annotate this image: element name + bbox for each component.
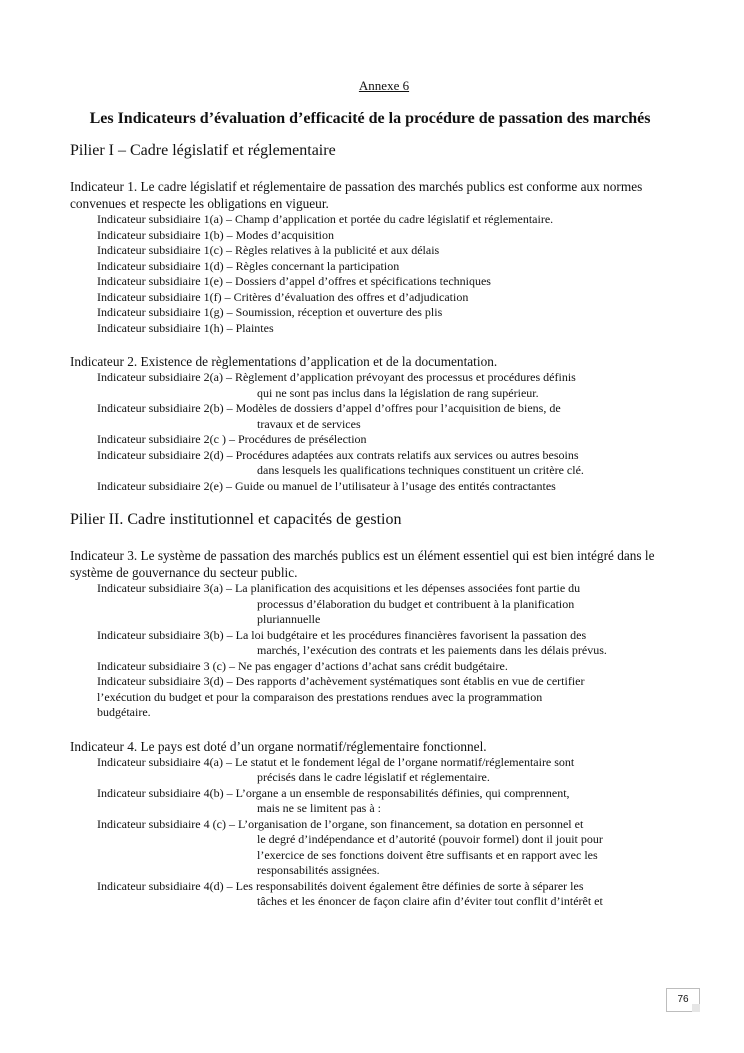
sub-indicator-3d: Indicateur subsidiaire 3(d) – Des rapports d’achèvement systématiques sont établis en vue de certifier: [97, 674, 585, 688]
sub-indicator-1a: Indicateur subsidiaire 1(a) – Champ d’application et portée du cadre législatif et réglementaire.: [97, 212, 554, 226]
sub-indicator-1h: Indicateur subsidiaire 1(h) – Plaintes: [97, 320, 274, 335]
sub-indicator-4c-cont-3: responsabilités assignées.: [257, 863, 380, 877]
sub-indicator-3d-cont-1: l’exécution du budget et pour la comparaison des prestations rendues avec la programmation: [97, 689, 543, 704]
sub-indicator-3c: Indicateur subsidiaire 3 (c) – Ne pas engager d’actions d’achat sans crédit budgétaire.: [97, 658, 508, 673]
sub-indicator-2a: Indicateur subsidiaire 2(a) – Règlement d’application prévoyant des processus et procédures définis: [97, 370, 576, 384]
sub-indicator-4b: Indicateur subsidiaire 4(b) – L’organe a un ensemble de responsabilités définies, qui comprennent,: [97, 785, 570, 800]
sub-indicator-4b-cont: mais ne se limitent pas à :: [257, 801, 381, 815]
indicator-4-subs: [97, 755, 670, 910]
annex-label: Annexe 6: [358, 78, 410, 93]
indicator-3: Indicateur 3. Le système de passation des marchés publics est un élément essentiel qui est bien intégré dans le système de gouvernance du secteur public.: [70, 548, 655, 580]
sub-indicator-4c: Indicateur subsidiaire 4 (c) – L’organisation de l’organe, son financement, sa dotation en personnel et: [97, 816, 584, 831]
sub-indicator-1e: Indicateur subsidiaire 1(e) – Dossiers d’appel d’offres et spécifications techniques: [97, 274, 491, 288]
sub-indicator-3b: Indicateur subsidiaire 3(b) – La loi budgétaire et les procédures financières favorisent la passation des: [97, 627, 587, 642]
page-number: 76: [666, 988, 700, 1012]
sub-indicator-1f: Indicateur subsidiaire 1(f) – Critères d’évaluation des offres et d’adjudication: [97, 289, 469, 304]
sub-indicator-4a-cont: précisés dans le cadre législatif et réglementaire.: [257, 770, 490, 784]
indicator-2-subs: [97, 370, 670, 494]
indicator-4: Indicateur 4. Le pays est doté d’un organe normatif/réglementaire fonctionnel.: [70, 738, 487, 754]
indicator-2: Indicateur 2. Existence de règlementations d’application et de la documentation.: [70, 354, 498, 369]
sub-indicator-4c-cont-2: l’exercice de ses fonctions doivent être suffisants et en rapport avec les: [257, 847, 598, 862]
pillar-2-heading: Pilier II. Cadre institutionnel et capacités de gestion: [70, 511, 402, 528]
sub-indicator-2b: Indicateur subsidiaire 2(b) – Modèles de dossiers d’appel d’offres pour l’acquisition de biens, de: [97, 401, 561, 415]
sub-indicator-2a-cont: qui ne sont pas inclus dans la législation de rang supérieur.: [257, 385, 539, 400]
sub-indicator-1c: Indicateur subsidiaire 1(c) – Règles relatives à la publicité et aux délais: [97, 243, 440, 257]
indicator-1-subs: [97, 212, 670, 336]
sub-indicator-3a: Indicateur subsidiaire 3(a) – La planification des acquisitions et les dépenses associées font partie du: [97, 581, 581, 595]
sub-indicator-2d-cont: dans lesquels les qualifications techniques constituent un critère clé.: [257, 463, 584, 477]
sub-indicator-1b: Indicateur subsidiaire 1(b) – Modes d’acquisition: [97, 227, 334, 242]
sub-indicator-4c-cont-1: le degré d’indépendance et d’autorité (pouvoir formel) dont il jouit pour: [257, 832, 603, 846]
sub-indicator-1d: Indicateur subsidiaire 1(d) – Règles concernant la participation: [97, 258, 400, 273]
sub-indicator-3a-cont-1: processus d’élaboration du budget et contribuent à la planification: [257, 596, 575, 611]
indicator-3-subs: [97, 581, 670, 721]
pillar-1-heading: Pilier I – Cadre législatif et réglementaire: [70, 142, 336, 159]
sub-indicator-2d: Indicateur subsidiaire 2(d) – Procédures adaptées aux contrats relatifs aux services ou autres besoins: [97, 447, 579, 462]
indicator-1: Indicateur 1. Le cadre législatif et réglementaire de passation des marchés publics est conforme aux normes convenues et respecte les obligations en vigueur.: [70, 179, 643, 211]
sub-indicator-3a-cont-2: pluriannuelle: [257, 612, 321, 626]
sub-indicator-2c: Indicateur subsidiaire 2(c ) – Procédures de présélection: [97, 432, 367, 446]
sub-indicator-4d-cont: tâches et les énoncer de façon claire afin d’éviter tout conflit d’intérêt et: [257, 894, 603, 908]
sub-indicator-3d-cont-2: budgétaire.: [97, 705, 151, 719]
sub-indicator-2b-cont: travaux et de services: [257, 416, 361, 431]
document-page: [70, 78, 670, 910]
sub-indicator-1g: Indicateur subsidiaire 1(g) – Soumission, réception et ouverture des plis: [97, 305, 443, 319]
sub-indicator-3b-cont: marchés, l’exécution des contrats et les paiements dans les délais prévus.: [257, 643, 607, 657]
sub-indicator-4a: Indicateur subsidiaire 4(a) – Le statut et le fondement légal de l’organe normatif/réglementaire sont: [97, 754, 575, 769]
sub-indicator-2e: Indicateur subsidiaire 2(e) – Guide ou manuel de l’utilisateur à l’usage des entités contractantes: [97, 478, 556, 493]
sub-indicator-4d: Indicateur subsidiaire 4(d) – Les responsabilités doivent également être définies de sorte à séparer les: [97, 878, 584, 893]
document-title: Les Indicateurs d’évaluation d’efficacité de la procédure de passation des marchés: [89, 110, 651, 127]
